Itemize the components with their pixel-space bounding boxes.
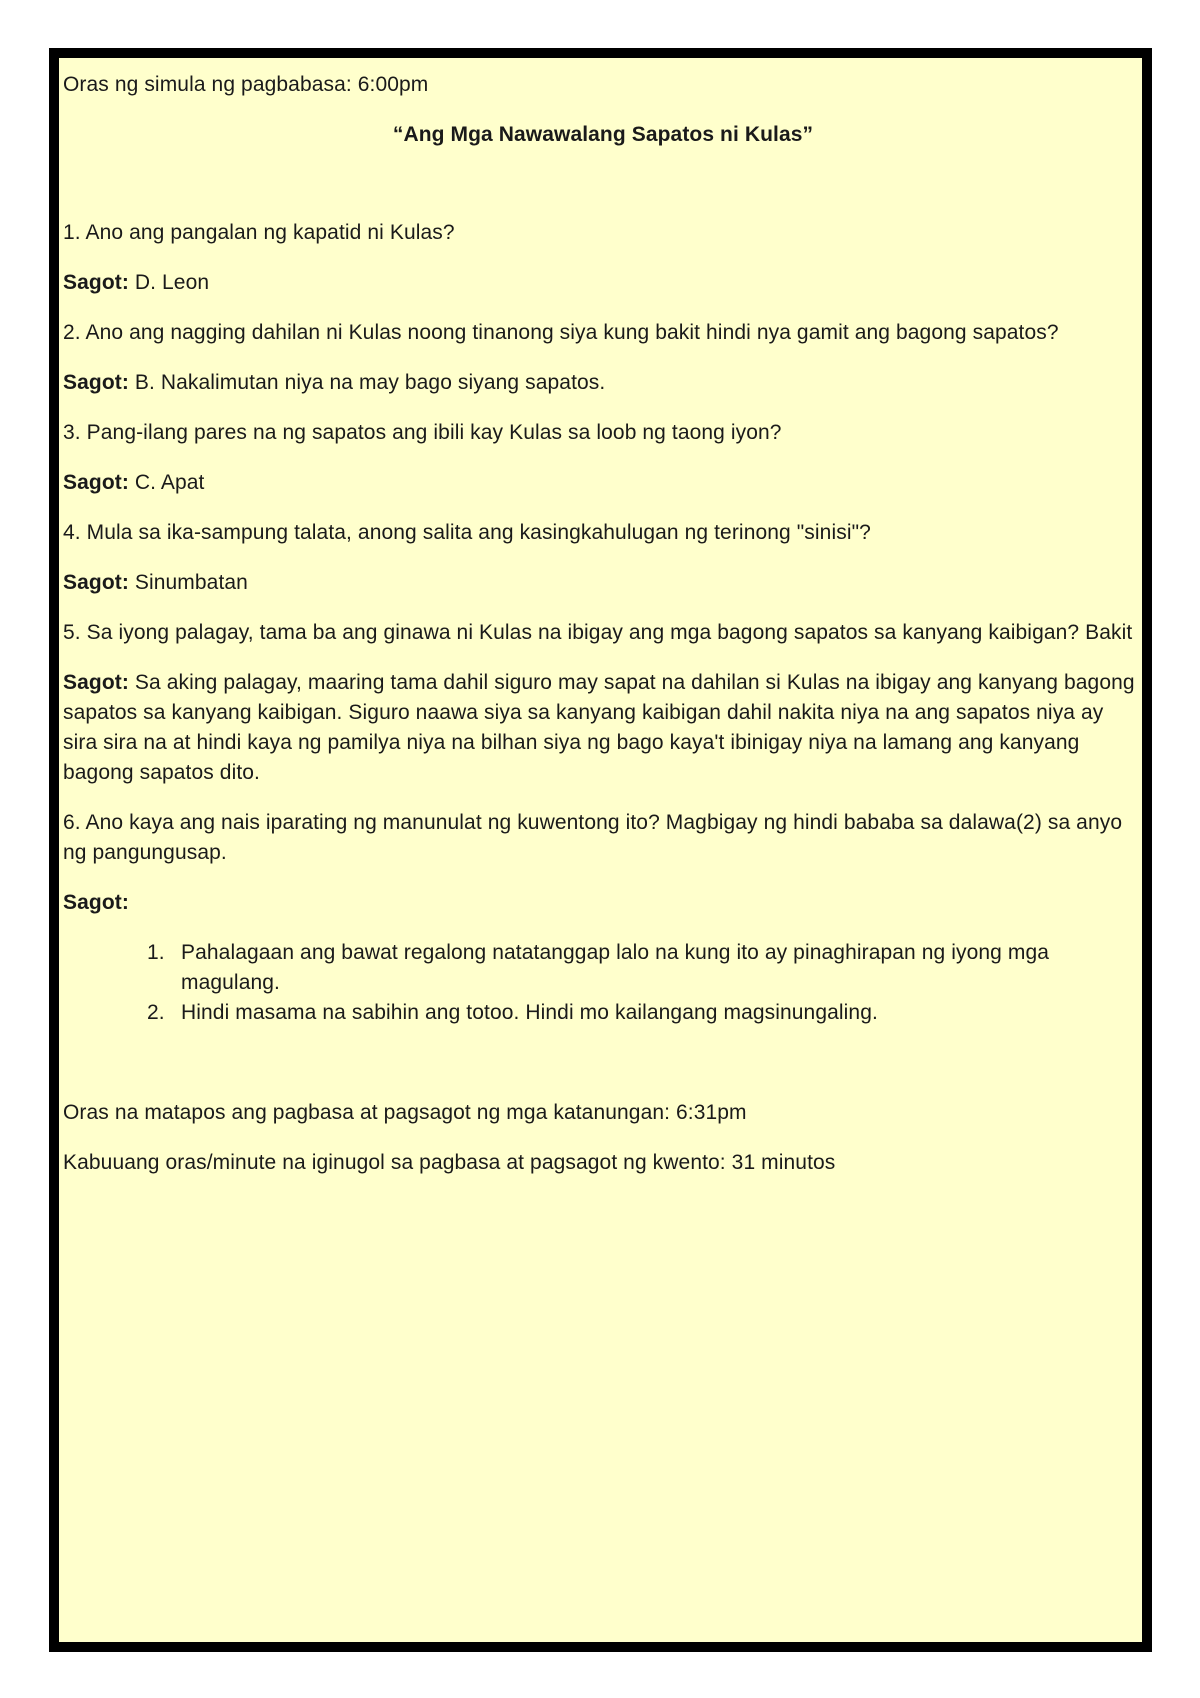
list-text: Hindi masama na sabihin ang totoo. Hindi mo kailangang magsinungaling.: [181, 1001, 878, 1024]
answer-6: [63, 888, 1143, 918]
document-title: “Ang Mga Nawawalang Sapatos ni Kulas”: [392, 123, 814, 146]
list-text: Pahalagaan ang bawat regalong natatanggap lalo na kung ito ay pinaghirapan ng iyong mga magulang.: [181, 941, 1050, 994]
answer-label: Sagot:: [63, 271, 129, 294]
answer-label: Sagot:: [63, 891, 129, 914]
question-1: 1. Ano ang pangalan ng kapatid ni Kulas?: [63, 221, 455, 244]
answer-text: Sa aking palagay, maaring tama dahil siguro may sapat na dahilan si Kulas na ibigay ang kanyang bagong sapatos sa kanyang kaibigan. Siguro naawa siya sa kanyang kaibigan dahil nakita niya na ang sapatos niya ay sira sira na at hindi kaya ng pamilya niya na bilhan siya ng bago kaya't ibinigay niya na lamang ang kanyang bagong sapatos dito.: [63, 671, 1135, 784]
answer-5: [63, 668, 1143, 788]
answer-1: [63, 268, 1143, 298]
question-4: 4. Mula sa ika-sampung talata, anong salita ang kasingkahulugan ng terinong "sinisi"?: [63, 521, 871, 544]
total-time: Kabuuang oras/minute na iginugol sa pagbasa at pagsagot ng kwento: 31 minutos: [63, 1151, 836, 1174]
list-item: [63, 998, 1143, 1028]
list-number: 1.: [147, 941, 165, 964]
question-6: 6. Ano kaya ang nais iparating ng manunulat ng kuwentong ito? Magbigay ng hindi bababa sa dalawa(2) sa anyo ng pangungusap.: [63, 811, 1123, 864]
start-time: Oras ng simula ng pagbabasa: 6:00pm: [63, 73, 429, 96]
list-item: [63, 938, 1143, 998]
question-3: 3. Pang-ilang pares na ng sapatos ang ibili kay Kulas sa loob ng taong iyon?: [63, 421, 782, 444]
answer-text: B. Nakalimutan niya na may bago siyang sapatos.: [128, 371, 606, 394]
answer-3: [63, 468, 1143, 498]
list-number: 2.: [147, 1001, 165, 1024]
answer-label: Sagot:: [63, 671, 129, 694]
answer-text: D. Leon: [128, 271, 210, 294]
answer-label: Sagot:: [63, 471, 129, 494]
answer-list: [63, 938, 1143, 1028]
question-2: 2. Ano ang nagging dahilan ni Kulas noong tinanong siya kung bakit hindi nya gamit ang bagong sapatos?: [63, 321, 1059, 344]
answer-4: [63, 568, 1143, 598]
end-time: Oras na matapos ang pagbasa at pagsagot ng mga katanungan: 6:31pm: [63, 1101, 747, 1124]
document-content: [63, 70, 1143, 1178]
answer-label: Sagot:: [63, 571, 129, 594]
answer-2: [63, 368, 1143, 398]
title-spacer: [63, 150, 1143, 218]
answer-text: Sinumbatan: [128, 571, 248, 594]
answer-label: Sagot:: [63, 371, 129, 394]
question-5: 5. Sa iyong palagay, tama ba ang ginawa ni Kulas na ibigay ang mga bagong sapatos sa kanyang kaibigan? Bakit: [63, 621, 1133, 644]
answer-text: C. Apat: [128, 471, 205, 494]
